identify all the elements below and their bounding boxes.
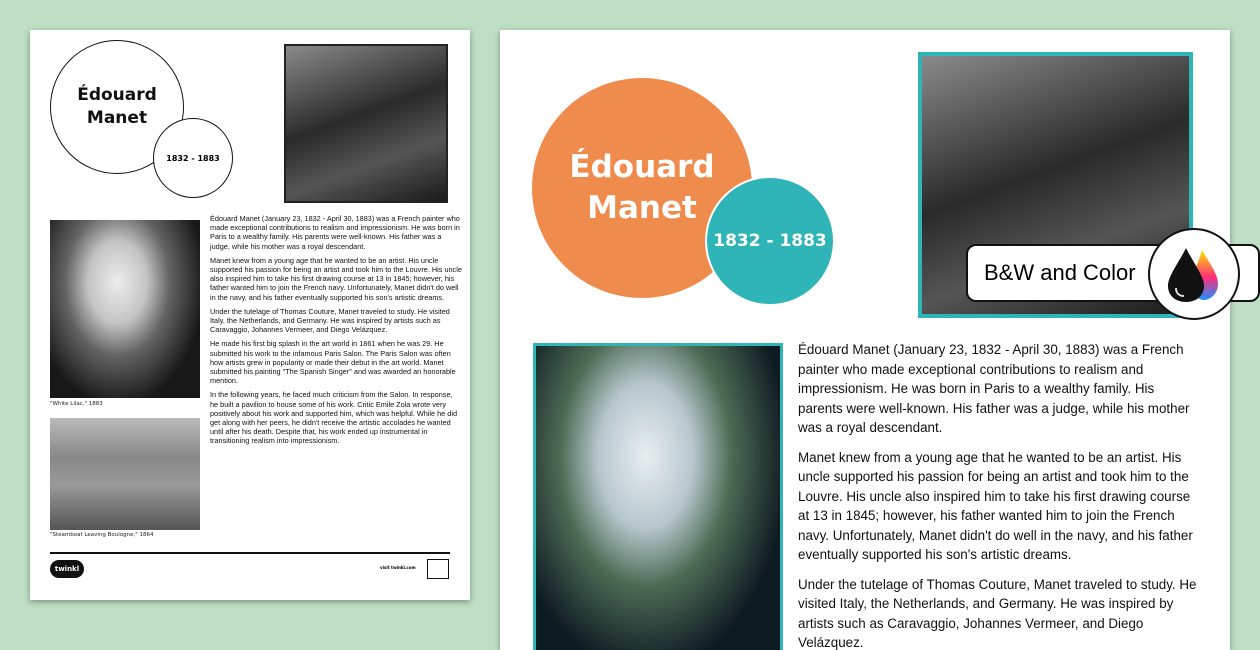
biography-text	[798, 340, 1198, 650]
paragraph: He made his first big splash in the art world in 1861 when he was 29. He submitted his work to the infamous Paris Salon. The Paris Salon was often how artists grew in popularity or made their debut in the art world. Manet submitted his painting "The Spanish Singer" and was awarded an honorable mention.	[210, 339, 462, 385]
paragraph: Manet knew from a young age that he wanted to be an artist. His uncle supported his passion for being an artist and took him to the Louvre. His uncle also inspired him to take his first drawing course at 13 in 1845; however, his father wanted him to join the French navy. Unfortunately, Manet didn't do well in the navy, and his father eventually supported his son's artistic dreams.	[798, 448, 1198, 565]
twinkl-logo	[50, 560, 84, 578]
bw-and-color-badge	[966, 236, 1260, 312]
stamp-icon	[427, 559, 449, 579]
portrait-photo	[284, 44, 448, 203]
title-line: Édouard	[569, 147, 714, 188]
dates: 1832 - 1883	[713, 231, 827, 251]
steamboat-painting	[50, 418, 200, 530]
badge-label: B&W and Color	[984, 260, 1136, 286]
paragraph: In the following years, he faced much criticism from the Salon. In response, he built a pavilion to house some of his work. Critic Emile Zola wrote very positively about his work and supported him, which was helpful. While he did get along with her peers, he didn't receive the artistic accolades he wanted until after his death. Despite that, his work ended up instrumental in transitioning realism into impressionism.	[210, 390, 462, 445]
footer-url: visit twinkl.com	[380, 565, 416, 570]
title-line: Manet	[87, 107, 147, 130]
bw-preview-page	[30, 30, 470, 600]
biography-text	[210, 214, 462, 451]
dates-circle	[705, 176, 835, 306]
caption: "Steamboat Leaving Boulogne," 1864	[50, 532, 154, 538]
white-lilac-painting	[533, 343, 783, 650]
footer-rule	[50, 552, 450, 554]
paragraph: Édouard Manet (January 23, 1832 - April 30, 1883) was a French painter who made exceptional contributions to realism and impressionism. He was born in Paris to a wealthy family. His parents were well-known. His father was a judge, while his mother was a royal descendant.	[210, 214, 462, 251]
paragraph: Under the tutelage of Thomas Couture, Manet traveled to study. He visited Italy, the Netherlands, and Germany. He was inspired by artists such as Caravaggio, Johannes Vermeer, and Diego Velázquez.	[210, 307, 462, 335]
title-line: Manet	[587, 188, 697, 229]
dates-circle	[153, 118, 233, 198]
ink-drops-icon	[1148, 228, 1240, 320]
paragraph: Under the tutelage of Thomas Couture, Manet traveled to study. He visited Italy, the Netherlands, and Germany. He was inspired by artists such as Caravaggio, Johannes Vermeer, and Diego Velázquez.	[798, 575, 1198, 650]
paragraph: Édouard Manet (January 23, 1832 - April 30, 1883) was a French painter who made exceptional contributions to realism and impressionism. He was born in Paris to a wealthy family. His parents were well-known. His father was a judge, while his mother was a royal descendant.	[798, 340, 1198, 438]
title-line: Édouard	[77, 84, 157, 107]
dates: 1832 - 1883	[166, 154, 219, 163]
white-lilac-painting	[50, 220, 200, 398]
color-preview-page	[500, 30, 1230, 650]
logo-text: twinkl	[55, 565, 79, 573]
paragraph: Manet knew from a young age that he wanted to be an artist. His uncle supported his passion for being an artist and took him to the Louvre. His uncle also inspired him to take his first drawing course at 13 in 1845; however, his father wanted him to join the French navy. Unfortunately, Manet didn't do well in the navy, and his father eventually supported his son's artistic dreams.	[210, 256, 462, 302]
caption: "White Lilac," 1883	[50, 401, 103, 407]
